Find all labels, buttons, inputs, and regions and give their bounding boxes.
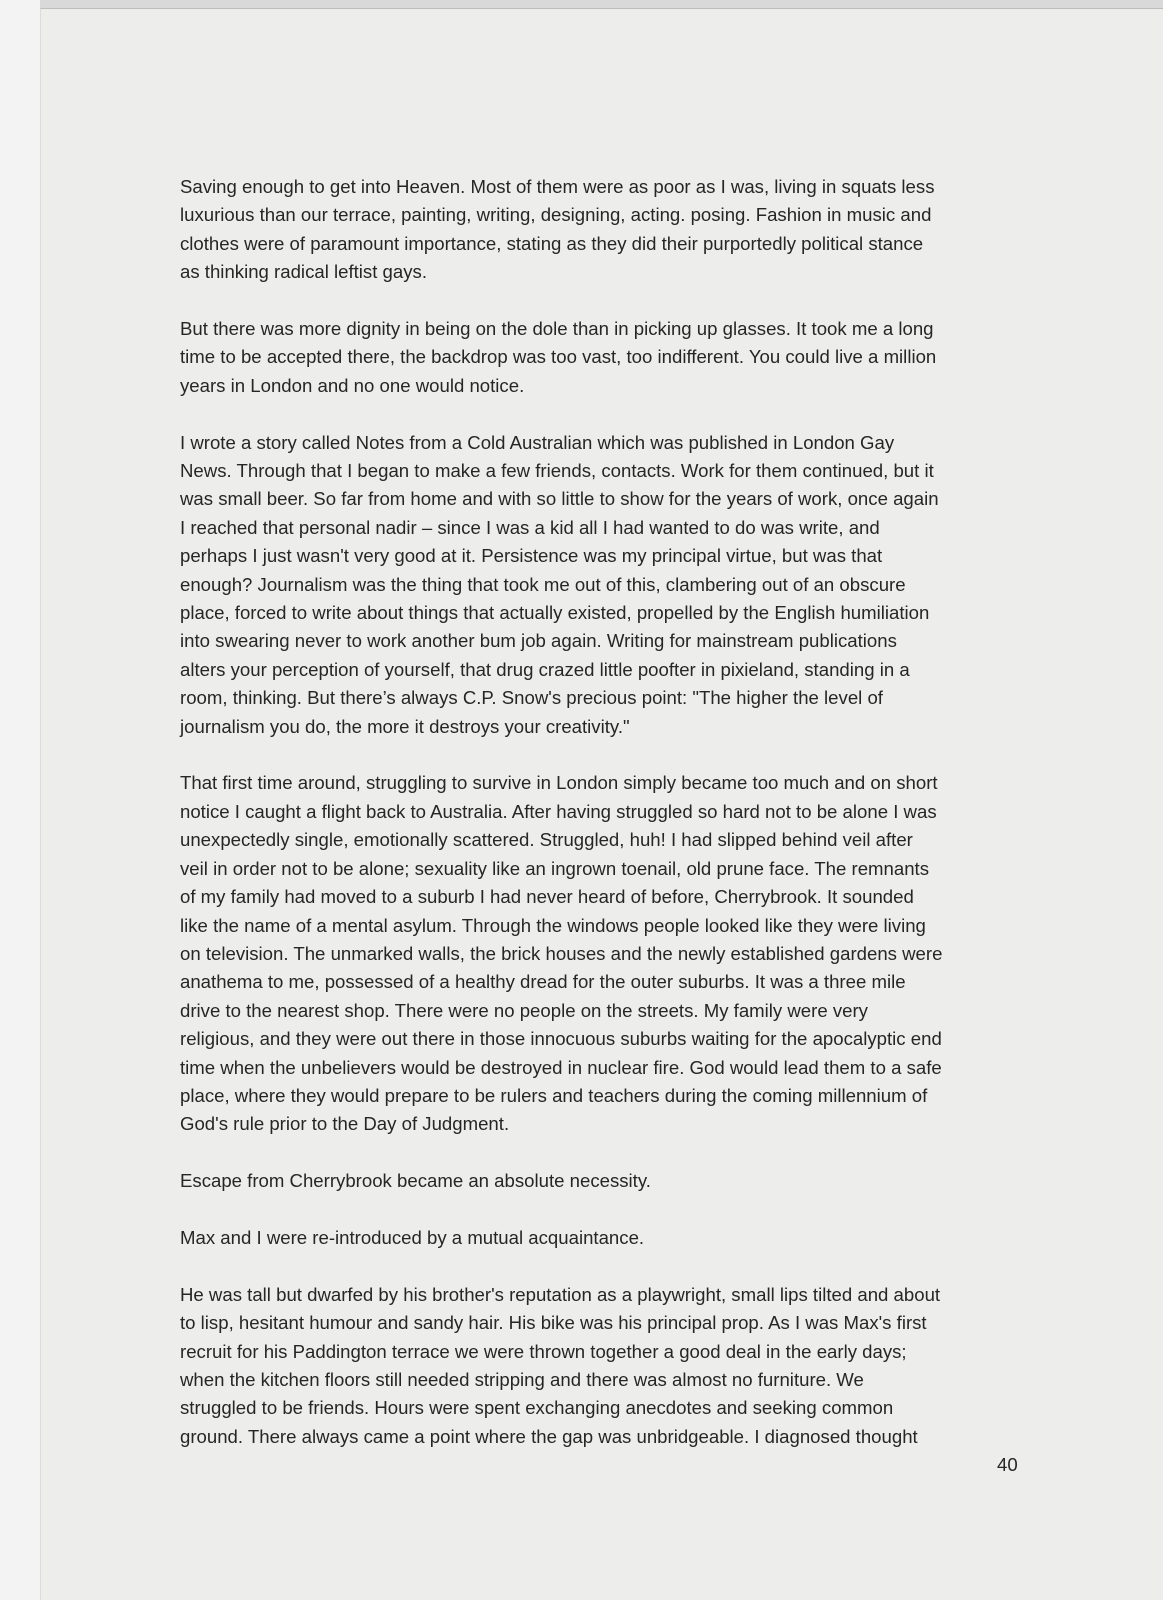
text-line: enough? Journalism was the thing that took me out of this, clambering out of an obscure <box>180 573 906 595</box>
text-line: place, where they would prepare to be rulers and teachers during the coming millennium of <box>180 1084 928 1106</box>
text-line: ground. There always came a point where the gap was unbridgeable. I diagnosed thought <box>180 1425 918 1447</box>
text-line: anathema to me, possessed of a healthy dread for the outer suburbs. It was a three mile <box>180 971 906 993</box>
text-line: I wrote a story called Notes from a Cold Australian which was published in London Gay <box>180 431 895 453</box>
page-number: 40 <box>997 1454 1018 1475</box>
text-line: room, thinking. But there’s always C.P. Snow's precious point: "The higher the level of <box>180 687 883 709</box>
paragraph <box>180 315 1040 400</box>
text-line: perhaps I just wasn't very good at it. Persistence was my principal virtue, but was that <box>180 545 883 567</box>
text-line: luxurious than our terrace, painting, writing, designing, acting. posing. Fashion in music and <box>180 204 932 226</box>
text-line: drive to the nearest shop. There were no people on the streets. My family were very <box>180 999 868 1021</box>
text-line: journalism you do, the more it destroys your creativity." <box>180 715 630 737</box>
text-line: But there was more dignity in being on the dole than in picking up glasses. It took me a long <box>180 318 934 340</box>
body-text <box>180 173 1040 1480</box>
document-page <box>40 8 1163 1600</box>
text-line: of my family had moved to a suburb I had never heard of before, Cherrybrook. It sounded <box>180 886 914 908</box>
text-line: to lisp, hesitant humour and sandy hair. His bike was his principal prop. As I was Max's first <box>180 1312 927 1334</box>
text-line: as thinking radical leftist gays. <box>180 261 428 283</box>
text-line: clothes were of paramount importance, stating as they did their purportedly political stance <box>180 232 924 254</box>
paragraph <box>180 1224 1040 1252</box>
paragraph <box>180 173 1040 287</box>
text-line: God's rule prior to the Day of Judgment. <box>180 1113 510 1135</box>
text-line: I reached that personal nadir – since I was a kid all I had wanted to do was write, and <box>180 516 880 538</box>
paragraph <box>180 1167 1040 1195</box>
text-line: News. Through that I began to make a few friends, contacts. Work for them continued, but it <box>180 460 934 482</box>
text-line: alters your perception of yourself, that drug crazed little poofter in pixieland, standing in a <box>180 658 910 680</box>
paragraph <box>180 769 1040 1138</box>
text-line: place, forced to write about things that actually existed, propelled by the English humiliation <box>180 602 930 624</box>
text-line: years in London and no one would notice. <box>180 374 525 396</box>
paragraph <box>180 429 1040 741</box>
text-line: like the name of a mental asylum. Through the windows people looked like they were living <box>180 914 926 936</box>
text-line: Saving enough to get into Heaven. Most of them were as poor as I was, living in squats less <box>180 176 935 197</box>
text-line: was small beer. So far from home and with so little to show for the years of work, once again <box>180 488 939 510</box>
text-line: unexpectedly single, emotionally scattered. Struggled, huh! I had slipped behind veil after <box>180 829 913 851</box>
text-line: He was tall but dwarfed by his brother's reputation as a playwright, small lips tilted and about <box>180 1283 941 1305</box>
text-line: notice I caught a flight back to Australia. After having struggled so hard not to be alone I was <box>180 800 937 822</box>
text-line: time when the unbelievers would be destroyed in nuclear fire. God would lead them to a safe <box>180 1056 942 1078</box>
text-line: into swearing never to work another bum job again. Writing for mainstream publications <box>180 630 897 652</box>
text-line: time to be accepted there, the backdrop was too vast, too indifferent. You could live a million <box>180 346 937 368</box>
text-line: struggled to be friends. Hours were spent exchanging anecdotes and seeking common <box>180 1397 894 1419</box>
text-line: That first time around, struggling to survive in London simply became too much and on short <box>180 772 938 794</box>
text-line: recruit for his Paddington terrace we were thrown together a good deal in the early days; <box>180 1340 907 1362</box>
text-line: Max and I were re-introduced by a mutual acquaintance. <box>180 1226 645 1248</box>
text-line: on television. The unmarked walls, the brick houses and the newly established gardens were <box>180 942 943 964</box>
text-line: veil in order not to be alone; sexuality like an ingrown toenail, old prune face. The remnants <box>180 857 930 879</box>
scan-margin <box>0 0 40 1600</box>
text-line: Escape from Cherrybrook became an absolute necessity. <box>180 1170 651 1192</box>
paragraph <box>180 1281 1040 1451</box>
text-line: religious, and they were out there in those innocuous suburbs waiting for the apocalyptic end <box>180 1028 942 1050</box>
text-line: when the kitchen floors still needed stripping and there was almost no furniture. We <box>180 1368 864 1390</box>
